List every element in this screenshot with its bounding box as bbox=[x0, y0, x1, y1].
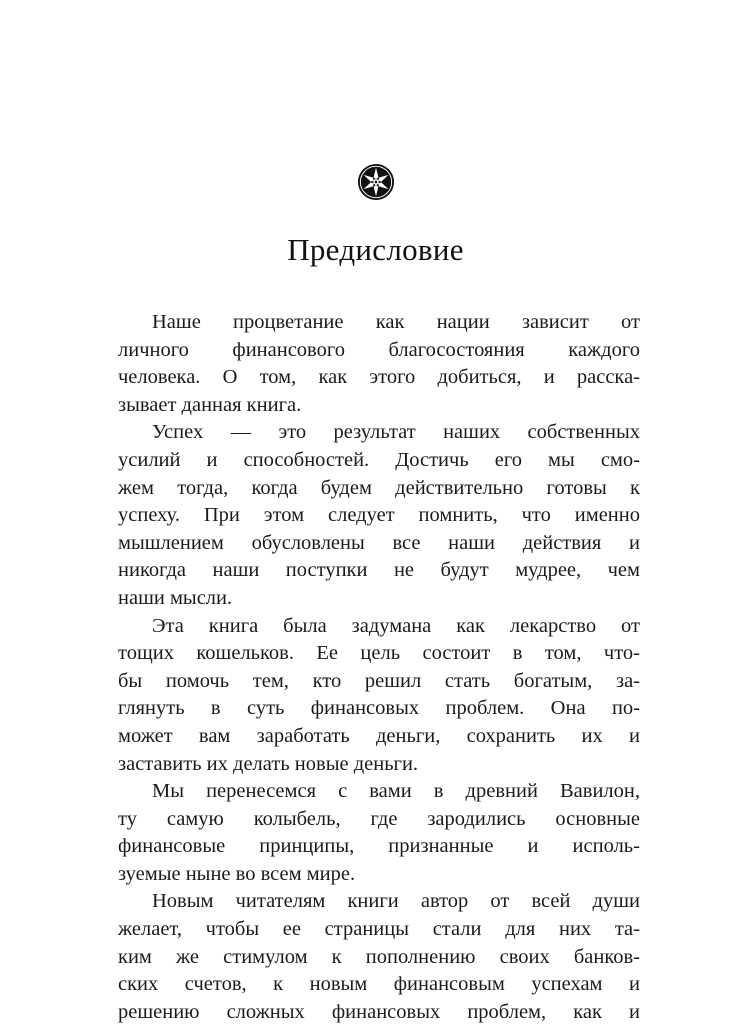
text-line: заставить их делать новые деньги. bbox=[118, 752, 419, 775]
text-line: успеху. При этом следует помнить, что именно bbox=[118, 504, 640, 527]
chapter-title: Предисловие bbox=[287, 232, 464, 267]
paragraph-4 bbox=[118, 778, 640, 888]
text-line: человека. О том, как этого добиться, и расска- bbox=[118, 366, 640, 389]
text-line: зуемые ныне во всем мире. bbox=[118, 862, 356, 885]
paragraph-1 bbox=[118, 309, 640, 419]
text-line: финансовые принципы, признанные и исполь- bbox=[118, 835, 640, 858]
paragraph-5 bbox=[118, 888, 640, 1026]
text-line: Мы перенесемся с вами в древний Вавилон, bbox=[152, 780, 640, 803]
text-line: личного финансового благосостояния каждого bbox=[118, 338, 640, 361]
text-line: ту самую колыбель, где зародились основные bbox=[118, 807, 640, 830]
text-line: Новым читателям книги автор от всей души bbox=[152, 890, 640, 913]
text-line: тощих кошельков. Ее цель состоит в том, что- bbox=[118, 642, 640, 665]
body-text bbox=[118, 309, 640, 1026]
paragraph-3 bbox=[118, 613, 640, 779]
text-line: Эта книга была задумана как лекарство от bbox=[152, 614, 640, 637]
paragraph-2 bbox=[118, 419, 640, 612]
text-line: зывает данная книга. bbox=[118, 393, 302, 416]
text-line: бы помочь тем, кто решил стать богатым, за- bbox=[118, 669, 640, 692]
text-line: никогда наши поступки не будут мудрее, чем bbox=[118, 559, 640, 582]
rosette-ornament-icon bbox=[357, 163, 395, 201]
text-line: решению сложных финансовых проблем, как и bbox=[118, 1000, 640, 1023]
text-line: ских счетов, к новым финансовым успехам и bbox=[118, 973, 640, 996]
text-line: желает, чтобы ее страницы стали для них та- bbox=[118, 918, 640, 941]
text-line: глянуть в суть финансовых проблем. Она по- bbox=[118, 697, 640, 720]
text-line: наши мысли. bbox=[118, 586, 233, 609]
text-line: Успех — это результат наших собственных bbox=[152, 421, 640, 444]
text-line: жем тогда, когда будем действительно готовы к bbox=[118, 476, 640, 499]
text-line: ким же стимулом к пополнению своих банков- bbox=[118, 945, 640, 968]
text-line: мышлением обусловлены все наши действия и bbox=[118, 531, 640, 554]
text-line: усилий и способностей. Достичь его мы смо- bbox=[118, 448, 640, 471]
text-line: Наше процветание как нации зависит от bbox=[152, 311, 640, 333]
text-line: может вам заработать деньги, сохранить их и bbox=[118, 724, 640, 747]
